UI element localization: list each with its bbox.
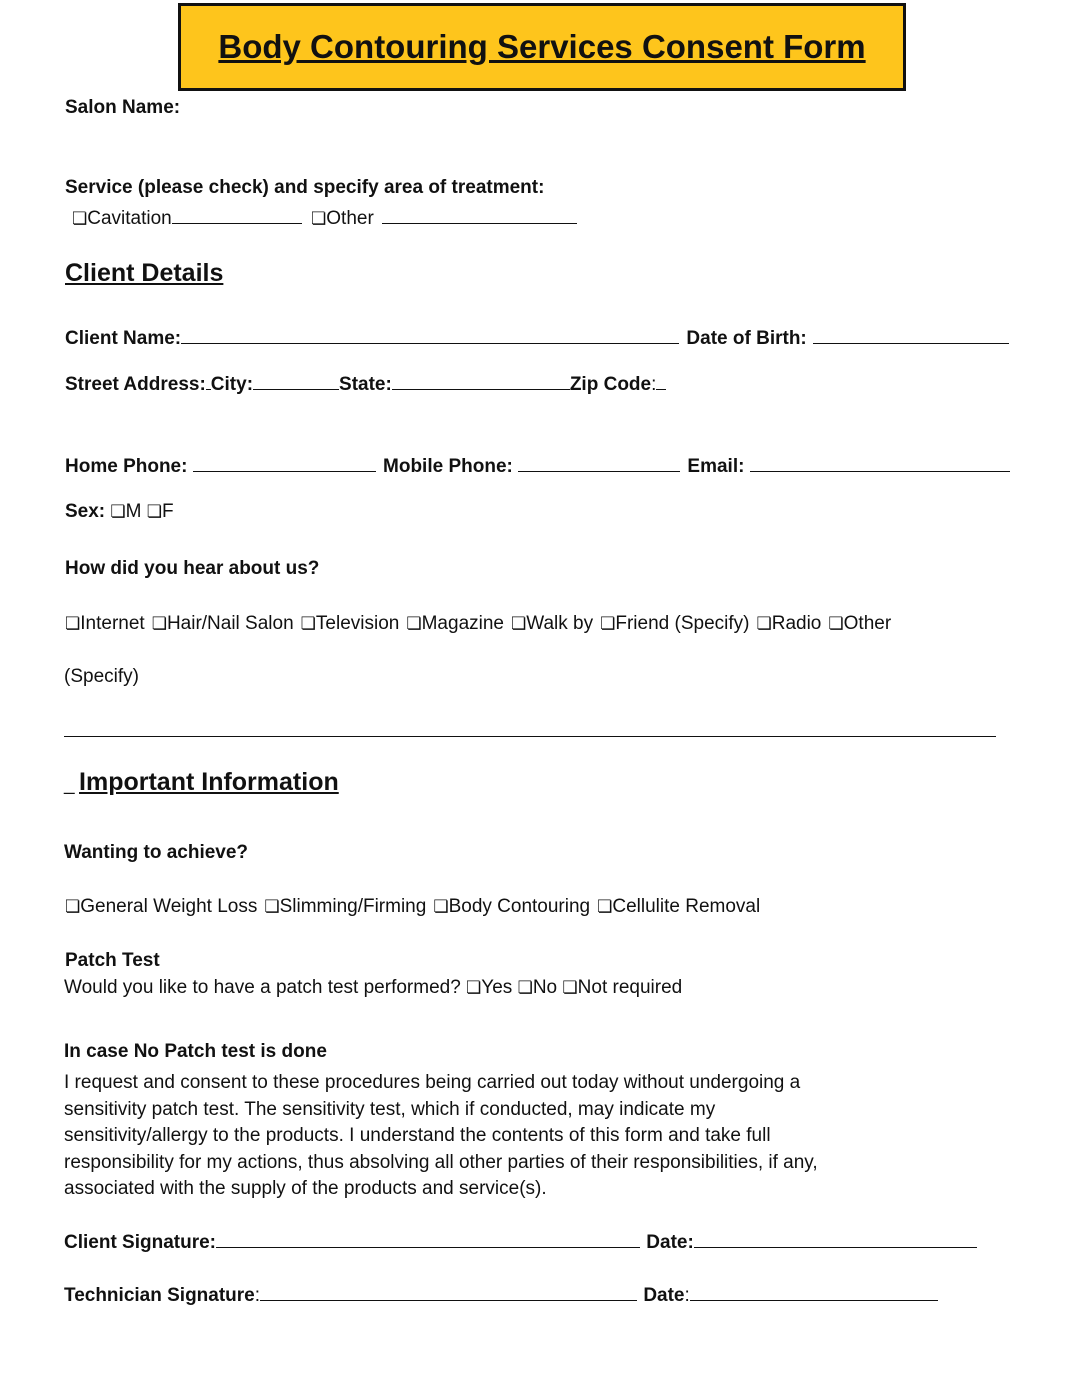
cavitation-checkbox[interactable]: ❏: [72, 209, 88, 228]
client-date-field[interactable]: [694, 1231, 977, 1248]
hear-radio-label: Radio: [771, 613, 822, 634]
achieve-label: Wanting to achieve?: [64, 842, 249, 863]
cavitation-label: Cavitation: [87, 208, 172, 229]
sex-m-label: M: [125, 501, 142, 522]
hear-salon-checkbox[interactable]: ❏: [151, 614, 167, 633]
service-label: Service (please check) and specify area of treatment:: [65, 177, 545, 198]
achieve-contouring-checkbox[interactable]: ❏: [433, 897, 449, 916]
form-title: Body Contouring Services Consent Form: [218, 28, 866, 65]
phone-row: [65, 455, 1010, 478]
salon-name-label: Salon Name:: [65, 97, 181, 118]
mobile-phone-label: Mobile Phone:: [383, 456, 513, 477]
client-signature-label: Client Signature:: [64, 1232, 217, 1253]
hear-magazine-label: Magazine: [421, 613, 504, 634]
hear-internet-checkbox[interactable]: ❏: [65, 614, 81, 633]
technician-colon: :: [254, 1285, 261, 1306]
client-details-heading: Client Details: [65, 259, 224, 287]
hear-television-label: Television: [315, 613, 400, 634]
patch-not-required-label: Not required: [577, 977, 683, 998]
service-options: [72, 207, 577, 230]
title-banner: [178, 3, 906, 91]
address-row: [65, 373, 666, 396]
other-service-label: Other: [326, 208, 374, 229]
sex-m-checkbox[interactable]: ❏: [110, 502, 126, 521]
state-field[interactable]: [392, 373, 570, 390]
technician-signature-row: [64, 1284, 938, 1307]
achieve-slimming-label: Slimming/Firming: [279, 896, 427, 917]
patch-no-checkbox[interactable]: ❏: [517, 978, 533, 997]
hear-about-label: How did you hear about us?: [65, 558, 320, 579]
other-service-area-field[interactable]: [382, 207, 577, 224]
state-label: State:: [339, 374, 392, 395]
patch-not-required-checkbox[interactable]: ❏: [562, 978, 578, 997]
important-heading: Important Information: [79, 768, 339, 796]
dob-label: Date of Birth:: [686, 328, 807, 349]
client-signature-row: [64, 1231, 977, 1254]
achieve-weight-loss-label: General Weight Loss: [80, 896, 258, 917]
achieve-slimming-checkbox[interactable]: ❏: [264, 897, 280, 916]
consent-line: sensitivity patch test. The sensitivity test, which if conducted, may indicate my: [64, 1098, 716, 1120]
zip-colon: :: [651, 374, 657, 395]
dob-field[interactable]: [813, 327, 1009, 344]
hear-radio-checkbox[interactable]: ❏: [756, 614, 772, 633]
patch-test-heading: Patch Test: [65, 950, 160, 971]
consent-line: associated with the supply of the products and service(s).: [64, 1178, 547, 1199]
hear-friend-label: Friend (Specify): [615, 613, 750, 634]
important-heading-row: [64, 768, 339, 797]
hear-specify-label: (Specify): [64, 666, 139, 687]
achieve-cellulite-label: Cellulite Removal: [612, 896, 761, 917]
hear-other-checkbox[interactable]: ❏: [828, 614, 844, 633]
achieve-contouring-label: Body Contouring: [448, 896, 591, 917]
city-field[interactable]: [253, 373, 339, 390]
zip-field[interactable]: [656, 373, 666, 390]
mobile-phone-field[interactable]: [518, 455, 680, 472]
client-signature-field[interactable]: [216, 1231, 640, 1248]
hear-walkby-checkbox[interactable]: ❏: [511, 614, 527, 633]
client-name-field[interactable]: [181, 327, 679, 344]
cavitation-area-field[interactable]: [172, 207, 302, 224]
sex-f-checkbox[interactable]: ❏: [146, 502, 163, 521]
sex-f-label: F: [162, 501, 174, 522]
technician-date-field[interactable]: [690, 1284, 938, 1301]
email-label: Email:: [687, 456, 745, 477]
achieve-cellulite-checkbox[interactable]: ❏: [597, 897, 613, 916]
consent-line: responsibility for my actions, thus absolving all other parties of their responsibilities, if any,: [64, 1151, 818, 1173]
client-name-label: Client Name:: [65, 328, 182, 349]
consent-line: I request and consent to these procedures being carried out today without undergoing a: [64, 1072, 801, 1093]
patch-no-label: No: [532, 977, 558, 998]
hear-internet-label: Internet: [80, 613, 145, 634]
sex-row: [65, 501, 174, 523]
patch-test-row: [64, 977, 682, 999]
hear-walkby-label: Walk by: [526, 613, 594, 634]
consent-paragraph: [64, 1070, 864, 1203]
home-phone-field[interactable]: [193, 455, 376, 472]
technician-date-colon: :: [684, 1285, 690, 1306]
achieve-weight-loss-checkbox[interactable]: ❏: [65, 897, 81, 916]
consent-line: sensitivity/allergy to the products. I understand the contents of this form and take full: [64, 1125, 771, 1146]
hear-friend-checkbox[interactable]: ❏: [600, 614, 616, 633]
important-prefix: _: [64, 774, 75, 795]
technician-signature-label: Technician Signature: [64, 1285, 255, 1306]
client-name-row: [65, 327, 1009, 350]
other-service-checkbox[interactable]: ❏: [311, 209, 327, 228]
home-phone-label: Home Phone:: [65, 456, 188, 477]
city-label: City:: [210, 374, 254, 395]
hear-magazine-checkbox[interactable]: ❏: [406, 614, 422, 633]
street-address-label: Street Address:: [65, 374, 206, 395]
patch-yes-checkbox[interactable]: ❏: [466, 978, 482, 997]
sex-label: Sex:: [65, 501, 106, 522]
hear-other-label: Other: [843, 613, 892, 634]
hear-specify-field[interactable]: [64, 736, 996, 737]
client-date-label: Date:: [646, 1232, 694, 1253]
zip-label: Zip Code: [569, 374, 652, 395]
email-field[interactable]: [750, 455, 1010, 472]
achieve-options: [65, 896, 767, 918]
technician-date-label: Date: [643, 1285, 685, 1306]
patch-yes-label: Yes: [481, 977, 513, 998]
no-patch-heading: In case No Patch test is done: [64, 1041, 327, 1062]
hear-television-checkbox[interactable]: ❏: [300, 614, 316, 633]
patch-test-question: Would you like to have a patch test performed?: [64, 977, 461, 998]
technician-signature-field[interactable]: [260, 1284, 637, 1301]
hear-options: [65, 613, 898, 635]
hear-salon-label: Hair/Nail Salon: [166, 613, 294, 634]
